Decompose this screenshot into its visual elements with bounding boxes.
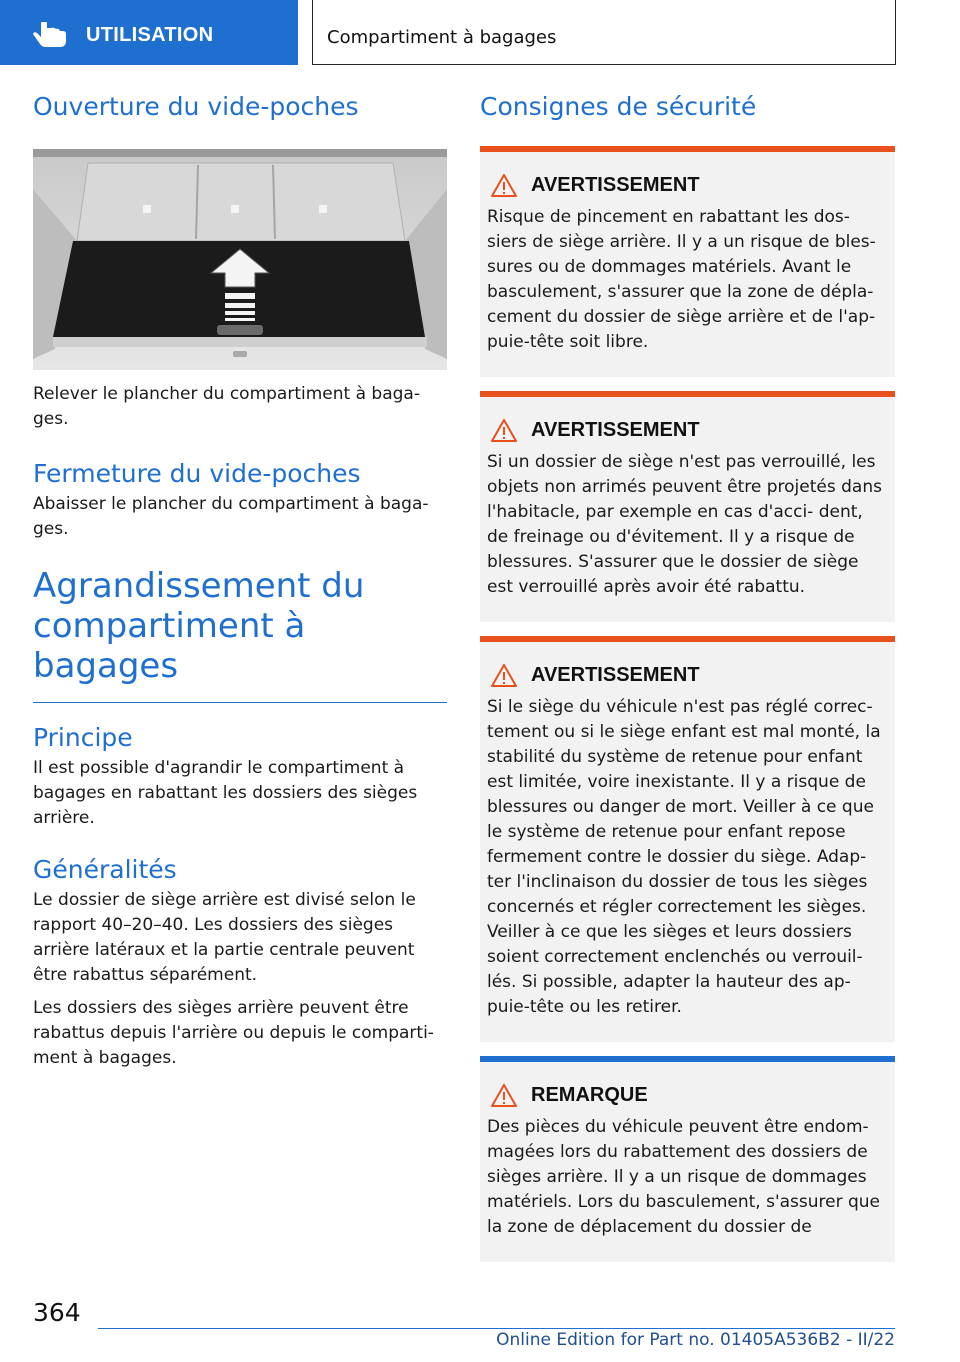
- header-chapter-label: Compartiment à bagages: [327, 27, 557, 48]
- warning-triangle-icon: [491, 664, 517, 687]
- header-section-label: UTILISATION: [86, 24, 214, 46]
- right-column: [480, 92, 895, 1262]
- note-title: REMARQUE: [531, 1084, 648, 1106]
- section-divider: [33, 702, 447, 703]
- text-close-tray: Abaisser le plancher du compartiment à baga‐ ges.: [33, 494, 429, 539]
- header-section-tab: [0, 0, 298, 65]
- heading-enlarge: [33, 567, 447, 686]
- warning-triangle-icon: [491, 1084, 517, 1107]
- heading-enlarge-line1: Agrandissement du: [33, 566, 365, 606]
- text-open-tray: Relever le plancher du compartiment à baga‐ ges.: [33, 384, 420, 429]
- heading-principle: Principe: [33, 723, 133, 753]
- left-column: [33, 92, 447, 1071]
- heading-safety: Consignes de sécurité: [480, 92, 757, 121]
- heading-general: Généralités: [33, 855, 177, 885]
- warning-title-3: AVERTISSEMENT: [531, 664, 700, 686]
- footer-edition: Online Edition for Part no. 01405A536B2 - II/22: [496, 1330, 895, 1350]
- footer-rule: [98, 1328, 895, 1329]
- page-number: 364: [33, 1298, 81, 1327]
- heading-enlarge-line2: compartiment à bagages: [33, 605, 306, 686]
- note-box: [480, 1056, 895, 1262]
- warning-title-1: AVERTISSEMENT: [531, 174, 700, 196]
- warning-text-2: Si un dossier de siège n'est pas verrouillé, les objets non arrimés peuvent être projetés dans l'habitacle, par exemple en cas d'acci‐ dent, de freinage ou d'évitement. Il y a risque de blessures. S'assurer que le dossier de siège est verrouillé après avoir été rabattu.: [487, 452, 882, 597]
- warning-title-2: AVERTISSEMENT: [531, 419, 700, 441]
- note-text: Des pièces du véhicule peuvent être endom‐ magées lors du rabattement des dossiers de sièges arrière. Il y a un risque de dommages matériels. Lors du basculement, s'assurer que la zone de déplacement du dossier de: [487, 1117, 881, 1237]
- warning-box-3: [480, 636, 895, 1042]
- heading-close-tray: Fermeture du vide-poches: [33, 459, 361, 488]
- text-general-2: Les dossiers des sièges arrière peuvent être rabattus depuis l'arrière ou depuis le comparti‐ ment à bagages.: [33, 998, 434, 1069]
- warning-box-2: [480, 391, 895, 622]
- warning-triangle-icon: [491, 174, 517, 197]
- hand-pointer-icon: [32, 22, 70, 48]
- heading-open-tray: Ouverture du vide-poches: [33, 92, 359, 121]
- warning-text-3: Si le siège du véhicule n'est pas réglé correc‐ tement ou si le siège enfant est mal monté, la stabilité du système de retenue pour enfant est limitée, voire inexistante. Il y a risque de blessures ou danger de mort. Veiller à ce que le système de retenue pour enfant repose fermement contre le dossier du siège. Adap‐ ter l'inclinaison du dossier de tous les sièges concernés et régler correctement les sièges. Veiller à ce que les sièges et leurs dossiers soient correctement enclenchés ou verrouil‐ lés. Si possible, adapter la hauteur des ap‐ puie-tête ou les retirer.: [487, 697, 881, 1017]
- text-general-1: Le dossier de siège arrière est divisé selon le rapport 40–20–40. Les dossiers des sièges arrière latéraux et la partie centrale peuvent être rabattus séparément.: [33, 890, 416, 986]
- text-principle: Il est possible d'agrandir le compartiment à bagages en rabattant les dossiers des sièges arrière.: [33, 758, 418, 829]
- warning-box-1: [480, 146, 895, 377]
- warning-text-1: Risque de pincement en rabattant les dos‐ siers de siège arrière. Il y a un risque de bles‐ sures ou de dommages matériels. Avant le basculement, s'assurer que la zone de dépla‐ cement du dossier de siège arrière et de l'ap‐ puie-tête soit libre.: [487, 207, 876, 352]
- warning-triangle-icon: [491, 419, 517, 442]
- cargo-floor-photo: [33, 149, 447, 370]
- header-chapter-box: [312, 0, 896, 65]
